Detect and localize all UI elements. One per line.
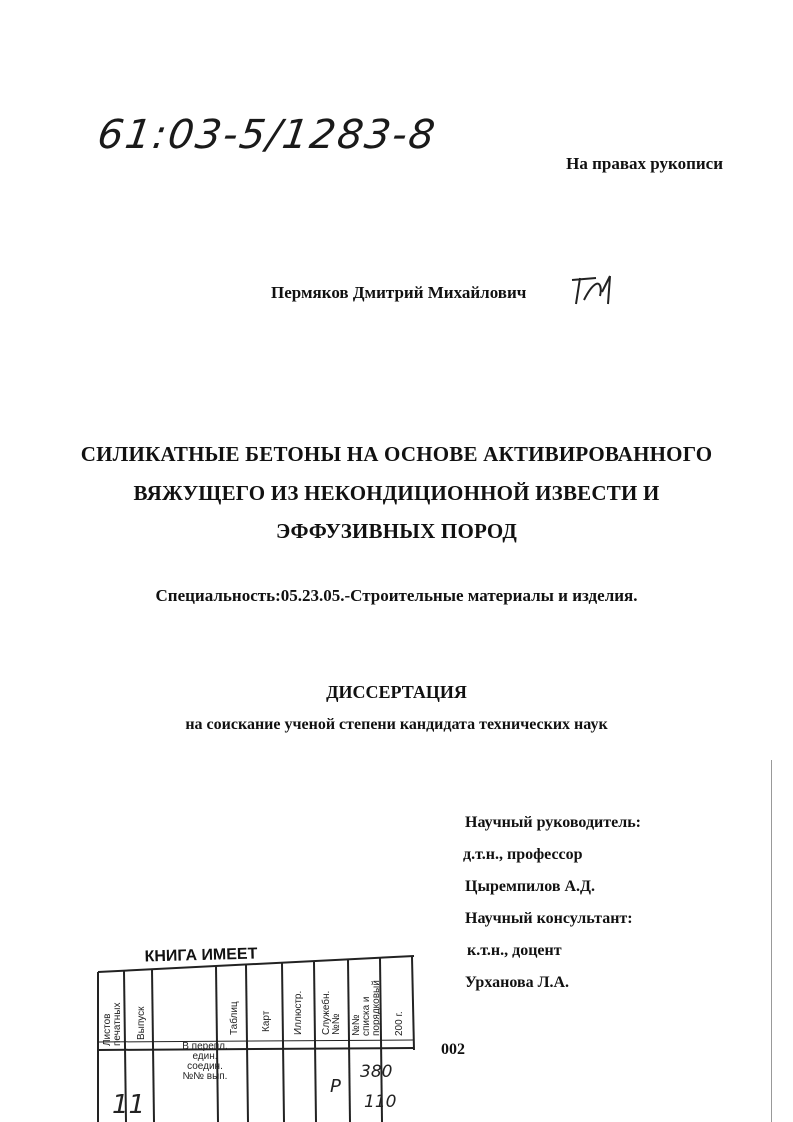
title-line-3: ЭФФУЗИВНЫХ ПОРОД <box>275 519 518 543</box>
signature-mark <box>566 270 626 310</box>
dissertation-purpose: на соискание ученой степени кандидата технических наук <box>185 716 608 733</box>
stamp-hand-number-bottom: 110 <box>364 1092 397 1112</box>
consultant-role: Научный консультант: <box>465 910 633 927</box>
specialty: Специальность:05.23.05.-Строительные материалы и изделия. <box>155 586 638 605</box>
stamp-col-issue: Выпуск <box>136 1006 147 1040</box>
stamp-col-year: 200 г. <box>394 1011 405 1036</box>
rights-notice: На правах рукописи <box>566 154 723 173</box>
stamp-hand-number-top: 380 <box>360 1062 393 1082</box>
stamp-col-binding: В перепл. един. соедин. №№ вып. <box>182 1041 228 1082</box>
title-line-1: СИЛИКАТНЫЕ БЕТОНЫ НА ОСНОВЕ АКТИВИРОВАННОГО <box>80 442 713 466</box>
stamp-col-maps: Карт <box>261 1010 272 1032</box>
stamp-col-list: №№ списка и порядковый <box>351 980 382 1036</box>
advisor-name: Цыремпилов А.Д. <box>465 878 596 895</box>
consultant-name: Урханова Л.А. <box>465 974 570 991</box>
author-name: Пермяков Дмитрий Михайлович <box>271 283 527 302</box>
advisor-role: Научный руководитель: <box>465 814 641 831</box>
advisor-degree: д.т.н., профессор <box>463 846 583 863</box>
stamp-col-sheets: Листов печатных <box>102 1002 123 1046</box>
archive-code: 61:03-5/1283-8 <box>94 112 440 158</box>
stamp-hand-service: Р <box>330 1076 341 1097</box>
scan-edge-line <box>771 760 772 1122</box>
stamp-col-service: Служебн. №№ <box>321 990 342 1035</box>
stamp-col-illustrations: Иллюстр. <box>293 990 304 1035</box>
consultant-degree: к.т.н., доцент <box>467 942 562 959</box>
stamp-col-tables: Таблиц <box>229 1001 240 1035</box>
dissertation-label: ДИССЕРТАЦИЯ <box>326 682 467 702</box>
stamp-hand-sheets: 11 <box>112 1090 146 1120</box>
year-fragment: 002 <box>441 1041 465 1058</box>
stamp-title: КНИГА ИМЕЕТ <box>144 945 258 966</box>
title-line-2: ВЯЖУЩЕГО ИЗ НЕКОНДИЦИОННОЙ ИЗВЕСТИ И <box>133 481 660 505</box>
